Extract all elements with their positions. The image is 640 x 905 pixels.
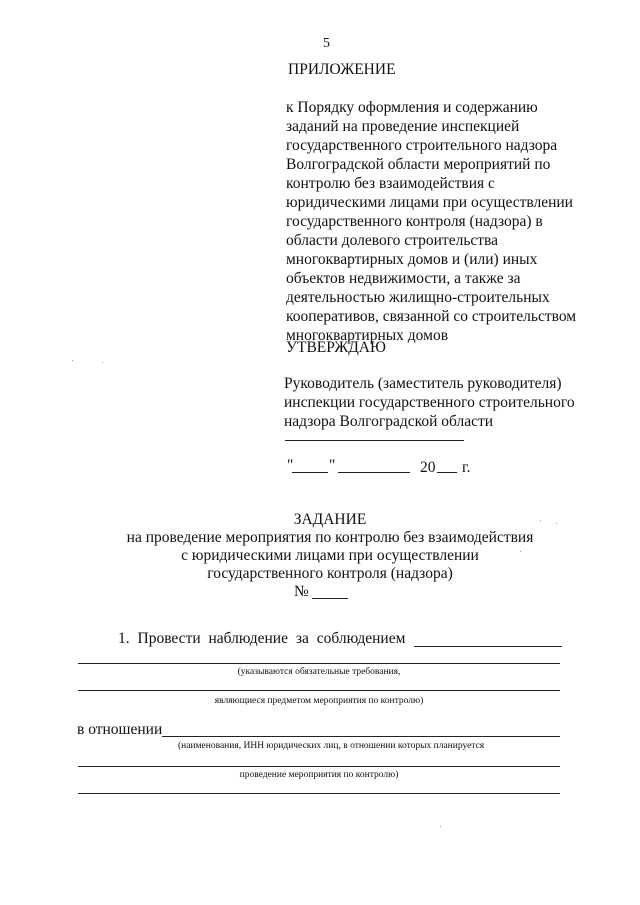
requirement-blank [414,646,562,647]
task-line: с юридическими лицами при осуществлении [181,547,479,564]
hint-text: проведение мероприятия по контролю) [239,770,399,780]
requirement-line-1 [78,663,560,664]
appendix-line: деятельностью жилищно-строительных [286,289,550,306]
appendix-text [286,98,576,345]
approval-line: надзора Волгоградской области [284,413,494,430]
task-line: государственного контроля (надзора) [207,565,453,582]
appendix-line: объектов недвижимости, а также за [286,270,521,287]
approval-line: Руководитель (заместитель руководителя) [284,375,562,392]
scan-speck [540,520,541,521]
appendix-line: юридическими лицами при осуществлении [286,194,573,211]
appendix-line: государственного строительного надзора [286,137,558,154]
task-number-blank [312,598,348,599]
hint-text: являющиеся предметом мероприятия по контролю) [214,696,424,706]
relation-line-2 [78,766,560,767]
date-day-blank [292,472,328,473]
signature-line [285,440,464,441]
section-item-text: 1. Провести наблюдение за соблюдением [118,630,406,647]
appendix-line: многоквартирных домов [286,327,449,344]
relation-blank [162,736,560,737]
appendix-line: кооперативов, связанной со строительством [286,308,577,325]
appendix-line: многоквартирных домов и (или) иных [286,251,538,268]
hint-text: (указываются обязательные требования, [237,667,401,677]
scan-speck [102,362,103,363]
task-line: на проведение мероприятия по контролю без взаимодействия [126,529,534,546]
page-number: 5 [323,36,330,51]
appendix-line: Волгоградской области мероприятий по [286,156,551,173]
task-title: ЗАДАНИЕ [293,511,367,528]
date-year-blank [437,472,457,473]
appendix-heading: ПРИЛОЖЕНИЕ [288,61,396,78]
relation-line-3 [78,793,560,794]
approval-signer [284,374,575,431]
appendix-line: контролю без взаимодействия с [286,175,495,192]
date-quote-open: " [287,457,294,474]
requirement-line-2 [78,690,560,691]
scan-speck [72,360,73,361]
approval-heading: УТВЕРЖДАЮ [286,339,386,356]
relation-label: в отношении [77,721,163,738]
appendix-line: к Порядку оформления и содержанию [286,99,538,116]
date-year-prefix: 20 [420,459,436,476]
appendix-line: области долевого строительства [286,232,499,249]
hint-text: (наименования, ИНН юридических лиц, в отношении которых планируется [178,741,485,751]
appendix-line: государственного контроля (надзора) в [286,213,543,230]
appendix-line: заданий на проведение инспекцией [286,118,520,135]
scan-speck [556,523,557,524]
scan-speck [440,826,441,827]
date-year-suffix: г. [462,459,471,476]
date-quote-close: " [329,457,336,474]
task-number-label: № [294,583,309,600]
approval-line: инспекции государственного строительного [284,394,575,411]
date-month-blank [338,472,410,473]
scan-speck [520,551,521,552]
